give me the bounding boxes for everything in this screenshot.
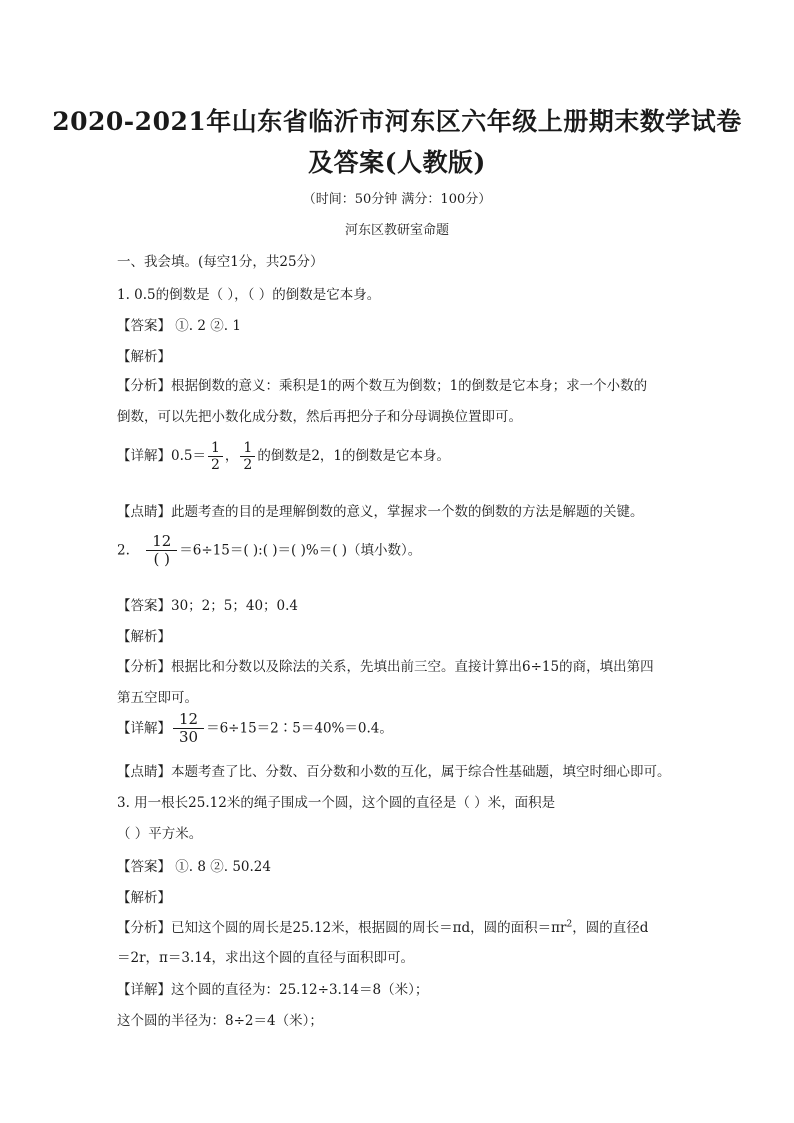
q1-fraction-2 xyxy=(240,440,255,473)
q3-fenxi-line-1-a: 【分析】已知这个圆的周长是25.12米，根据圆的周长＝πd，圆的面积＝πr xyxy=(117,920,567,936)
q1-detail xyxy=(117,440,450,473)
q3-analysis-label: 【解析】 xyxy=(117,890,171,906)
page-title: 2020-2021年山东省临沂市河东区六年级上册期末数学试卷 xyxy=(52,107,742,136)
q1-fraction-2-denominator: 2 xyxy=(243,457,253,474)
q2-detail-suffix: ＝6÷15＝2∶5＝40%＝0.4。 xyxy=(206,720,393,737)
q2-detail xyxy=(117,711,393,747)
q3-detail-line-1: 【详解】这个圆的直径为：25.12÷3.14＝8（米）； xyxy=(117,982,429,998)
question-3-line-2: （ ）平方米。 xyxy=(117,826,203,842)
q2-fenxi-line-1: 【分析】根据比和分数以及除法的关系，先填出前三空。直接计算出6÷15的商，填出第四 xyxy=(117,659,654,675)
q2-fenxi-line-2: 第五空即可。 xyxy=(117,690,198,706)
q1-detail-prefix: 【详解】0.5＝ xyxy=(117,448,206,465)
q3-fenxi-exponent: 2 xyxy=(566,919,573,930)
q3-answer: 【答案】 ①. 8 ②. 50.24 xyxy=(117,859,271,875)
q2-detail-prefix: 【详解】 xyxy=(117,720,171,737)
q2-fraction-denominator: ( ) xyxy=(153,550,170,569)
q1-fraction-2-numerator: 1 xyxy=(240,440,255,457)
q2-question-rest: ＝6÷15＝( ):( )＝( )%＝( )（填小数）。 xyxy=(179,542,422,559)
q1-detail-comma: ， xyxy=(224,448,239,465)
question-3-line-1: 3. 用一根长25.12米的绳子围成一个圆，这个圆的直径是（ ）米，面积是 xyxy=(117,795,556,811)
q1-fraction-1-numerator: 1 xyxy=(208,440,223,457)
q2-detail-fraction-denominator: 30 xyxy=(179,728,199,747)
q2-fraction-numerator: 12 xyxy=(146,533,177,551)
q1-fraction-1 xyxy=(208,440,223,473)
q3-fenxi-line-2: ＝2r，π＝3.14，求出这个圆的直径与面积即可。 xyxy=(117,950,414,966)
q3-fenxi-line-1-b: ，圆的直径d xyxy=(572,920,649,936)
q1-dianjing: 【点睛】此题考查的目的是理解倒数的意义，掌握求一个数的倒数的方法是解题的关键。 xyxy=(117,504,644,520)
q1-detail-suffix: 的倒数是2，1的倒数是它本身。 xyxy=(257,448,451,465)
exam-meta: （时间：50分钟 满分：100分） xyxy=(302,192,492,207)
q2-number: 2. xyxy=(117,542,130,559)
question-1: 1. 0.5的倒数是（ ），（ ）的倒数是它本身。 xyxy=(117,287,381,303)
section-heading: 一、我会填。(每空1分，共25分） xyxy=(117,254,324,270)
q2-fraction xyxy=(146,533,177,569)
q1-analysis-label: 【解析】 xyxy=(117,349,171,365)
q3-detail-line-2: 这个圆的半径为：8÷2＝4（米）； xyxy=(117,1013,323,1029)
q3-fenxi-line-1 xyxy=(117,916,648,936)
q1-fraction-1-denominator: 2 xyxy=(210,457,220,474)
exam-source: 河东区教研室命题 xyxy=(344,223,449,238)
q1-fenxi-line-2: 倒数，可以先把小数化成分数，然后再把分子和分母调换位置即可。 xyxy=(117,409,522,425)
q2-detail-fraction xyxy=(173,711,204,747)
question-2 xyxy=(117,533,421,569)
q2-detail-fraction-numerator: 12 xyxy=(173,711,204,729)
page-title-continued: 及答案(人教版) xyxy=(308,148,486,177)
q2-dianjing: 【点睛】本题考查了比、分数、百分数和小数的互化，属于综合性基础题，填空时细心即可。 xyxy=(117,764,671,780)
q1-answer: 【答案】 ①. 2 ②. 1 xyxy=(117,318,241,334)
q1-fenxi-line-1: 【分析】根据倒数的意义：乘积是1的两个数互为倒数；1的倒数是它本身；求一个小数的 xyxy=(117,378,648,394)
q2-analysis-label: 【解析】 xyxy=(117,629,171,645)
q2-answer: 【答案】30；2；5；40；0.4 xyxy=(117,598,299,614)
